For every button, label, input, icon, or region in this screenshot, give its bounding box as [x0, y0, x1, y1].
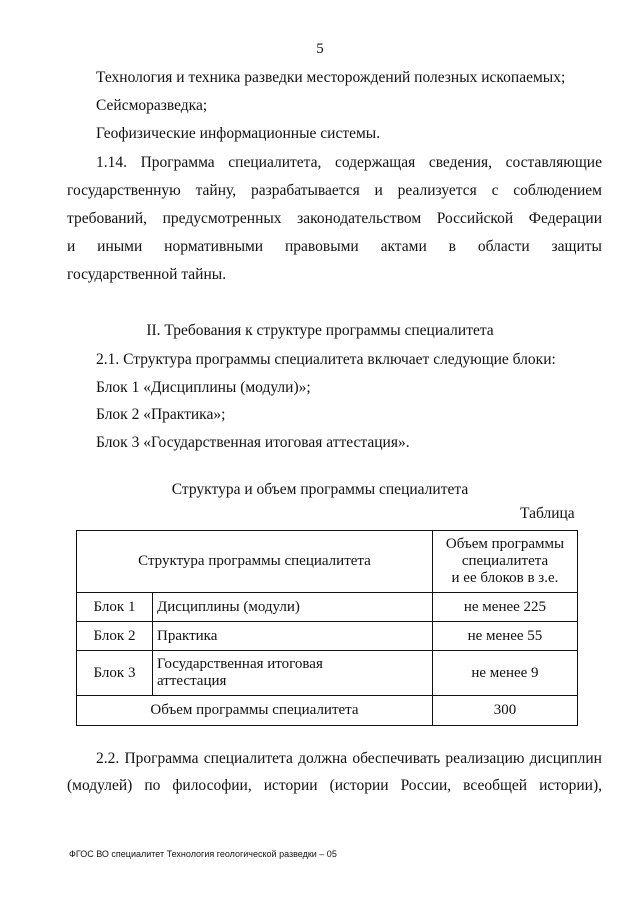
- table-header-row: [77, 531, 578, 593]
- word: защиты: [551, 238, 602, 255]
- word: специалитета: [203, 750, 293, 767]
- word: дисциплин: [529, 750, 602, 767]
- volume-cell: не менее 9: [432, 651, 577, 696]
- word: составляющие: [505, 154, 602, 171]
- word: законодательством: [297, 210, 422, 227]
- block-2-line: Блок 2 «Практика»;: [96, 406, 226, 423]
- header-volume-line-1: Объем программы: [445, 536, 565, 552]
- page-footer: ФГОС ВО специалитет Технология геологической разведки – 05: [69, 849, 337, 859]
- word: специалитета,: [228, 154, 322, 171]
- word: Программа: [124, 750, 199, 767]
- clause-1-14-line-4: [67, 238, 602, 256]
- word: и: [374, 182, 383, 199]
- clause-1-14-line-1: [96, 154, 602, 172]
- page-number: 5: [316, 41, 324, 57]
- word: правовыми: [284, 238, 359, 255]
- word: истории),: [539, 777, 602, 794]
- word: нормативными: [164, 238, 264, 255]
- clause-2-2-line-2: [67, 777, 602, 795]
- intro-line-3: Геофизические информационные системы.: [96, 125, 381, 142]
- word: реализацию: [445, 750, 525, 767]
- clause-1-14-line-2: [67, 182, 602, 200]
- section-heading: II. Требования к структуре программы специалитета: [146, 322, 494, 339]
- block-name-line: аттестация: [157, 673, 227, 689]
- block-name-line: Дисциплины (модули): [157, 598, 300, 615]
- block-name-cell: [153, 593, 433, 622]
- word: актами: [380, 238, 427, 255]
- word: по: [144, 777, 161, 794]
- block-cell: Блок 3: [77, 651, 153, 696]
- word: с: [491, 182, 499, 199]
- volume-cell: не менее 225: [432, 593, 577, 622]
- table-label: Таблица: [520, 505, 575, 522]
- word: должна: [298, 750, 348, 767]
- intro-line-2: Сейсморазведка;: [96, 97, 208, 114]
- block-name-cell: [153, 651, 433, 696]
- word: (модулей): [67, 777, 133, 794]
- header-volume-line-2: специалитета: [461, 553, 549, 569]
- table-title: Структура и объем программы специалитета: [171, 481, 469, 498]
- word: философии,: [172, 777, 252, 794]
- word: государственную: [67, 182, 181, 199]
- word: соблюдением: [513, 182, 602, 199]
- table-total-row: [77, 696, 578, 726]
- word: реализуется: [397, 182, 477, 199]
- word: (истории: [329, 777, 389, 794]
- block-name-cell: [153, 622, 433, 651]
- word: обеспечивать: [352, 750, 441, 767]
- word: области: [477, 238, 530, 255]
- table-row: [77, 622, 578, 651]
- word: иными: [97, 238, 143, 255]
- header-volume-cell: [432, 531, 577, 593]
- clause-2-2-line-1: [96, 750, 602, 768]
- word: разрабатывается: [250, 182, 360, 199]
- word: содержащая: [334, 154, 416, 171]
- word: Федерации: [528, 210, 602, 227]
- header-volume-line-3: и ее блоков в з.е.: [451, 570, 559, 586]
- intro-line-1: Технология и техника разведки месторождений полезных ископаемых;: [96, 69, 566, 86]
- block-cell: Блок 2: [77, 622, 153, 651]
- word: 2.2.: [96, 750, 120, 767]
- word: и: [67, 238, 76, 255]
- block-name-line: Практика: [157, 627, 218, 644]
- block-name-line: Государственная итоговая: [157, 656, 323, 672]
- word: Программа: [140, 154, 215, 171]
- header-structure-cell: Структура программы специалитета: [77, 531, 433, 593]
- table-row: [77, 651, 578, 696]
- word: всеобщей: [463, 777, 528, 794]
- block-1-line: Блок 1 «Дисциплины (модули)»;: [96, 379, 311, 396]
- block-3-line: Блок 3 «Государственная итоговая аттестация».: [96, 434, 410, 451]
- word: в: [448, 238, 456, 255]
- clause-1-14-line-5: государственной тайны.: [67, 266, 227, 283]
- word: Российской: [436, 210, 514, 227]
- word: истории: [263, 777, 318, 794]
- clause-2-1: 2.1. Структура программы специалитета включает следующие блоки:: [96, 351, 556, 368]
- total-label-cell: Объем программы специалитета: [77, 696, 433, 726]
- word: тайну,: [195, 182, 237, 199]
- word: сведения,: [428, 154, 492, 171]
- clause-1-14-line-3: [67, 210, 602, 228]
- word: России,: [400, 777, 452, 794]
- word: 1.14.: [96, 154, 127, 171]
- word: предусмотренных: [162, 210, 282, 227]
- total-value-cell: 300: [432, 696, 577, 726]
- block-cell: Блок 1: [77, 593, 153, 622]
- table-row: [77, 593, 578, 622]
- structure-table: [76, 530, 578, 726]
- word: требований,: [67, 210, 147, 227]
- volume-cell: не менее 55: [432, 622, 577, 651]
